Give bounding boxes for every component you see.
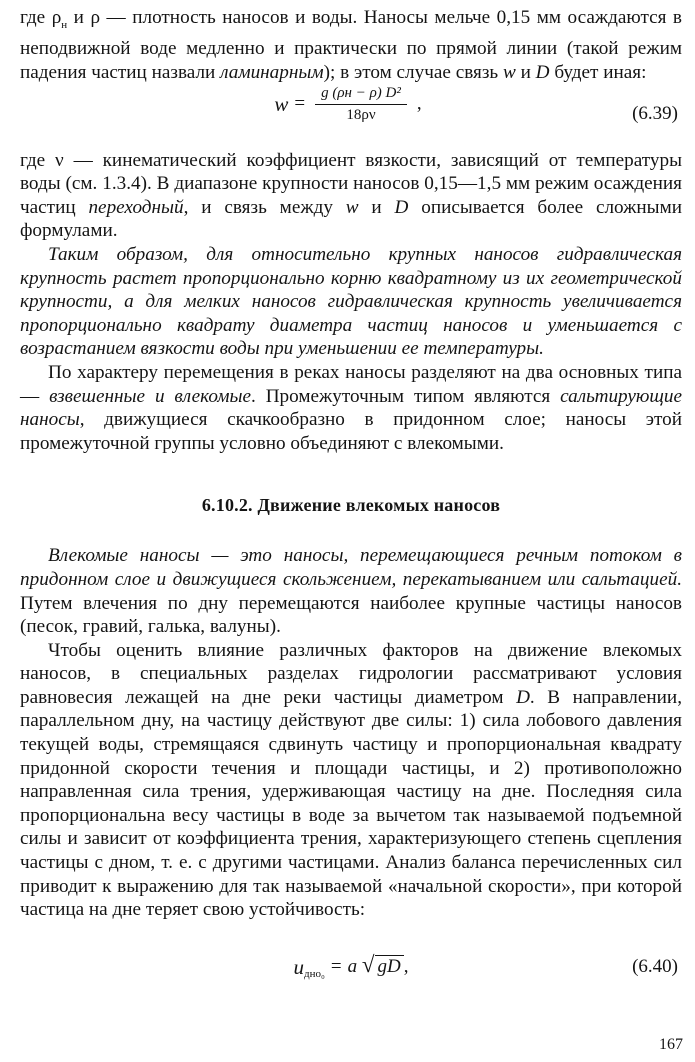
- paragraph-2: где ν — кинематический коэффициент вязкости, зависящий от температуры воды (см. 1.3.4). В диапазоне крупности наносов 0,15—1,5 мм режим осаждения частиц переходный, и связь между w и D описывается более сложными формулами.: [20, 149, 682, 242]
- paragraph-3: Таким образом, для относительно крупных наносов гидравлическая крупность растет пропорционально корню квадратному из их геометрической крупности, а для мелких наносов гидравлическая крупность увеличивается пропорционально квадрату диаметра частиц наносов и уменьшается с возрастанием вязкости воды при уменьшении ее температуры.: [20, 243, 682, 360]
- paragraph-1: где $\rho_н$ и ρ — плотность наносов и воды. Наносы мельче 0,15 мм осаждаются в неподвижной воде медленно и практически по прямой линии (такой режим падения частиц назвали ламинарным); в этом случае связь w и D будет иная:: [20, 7, 682, 84]
- formula-6-39-lhs: w: [274, 91, 289, 116]
- formula-6-39-numerator: g (ρн − ρ) D²: [315, 85, 407, 105]
- formula-6-40-lhs: u: [293, 954, 305, 979]
- paragraph-4: По характеру перемещения в реках наносы разделяют на два основных типа — взвешенные и влекомые. Промежуточным типом являются сальтирующие наносы, движущиеся скачкообразно в придонном слое; наносы этой промежуточной группы условно объединяют с влекомыми.: [20, 361, 683, 454]
- paragraph-6: Чтобы оценить влияние различных факторов на движение влекомых наносов, в специальных разделах гидрологии рассматривают условия равновесия лежащей на дне реки частицы диаметром D. В направлении, параллельном дну, на частицу действуют две силы: 1) сила лобового давления текущей воды, стремящаяся сдвинуть частицу и пропорциональная квадрату придонной скорости течения и площади частицы, и 2) противоположно направленная сила трения, удерживающая частицу на дне. Последняя сила пропорциональна весу частицы в воде за вычетом так называемой подъемной силы и зависит от коэффициента трения, характеризующего степень сцепления частицы с дном, т. е. с другими частицами. Анализ баланса перечисленных сил приводит к выражению для так называемой «начальной скорости», при которой частица на дне теряет свою устойчивость:: [20, 639, 682, 921]
- document-page: [20, 6, 682, 996]
- sqrt-sign-icon: √: [361, 951, 375, 977]
- page-number: 167: [659, 1036, 683, 1053]
- formula-6-40-coef: a: [347, 955, 358, 977]
- formula-6-40-lhs-subscript: дно₀: [304, 967, 325, 980]
- formula-6-39: w = $\frac{\text{g (ρн − ρ) D²}}{18\rho\nu}$ , (6.39): [274, 84, 678, 124]
- formula-6-40-radicand: gD: [375, 955, 403, 978]
- formula-6-40-number: (6.40): [632, 955, 678, 977]
- formula-6-39-number: (6.39): [632, 102, 678, 124]
- section-heading: 6.10.2. Движение влекомых наносов: [201, 495, 501, 516]
- formula-6-39-denominator: 18ρν: [346, 106, 376, 123]
- paragraph-5: Влекомые наносы — это наносы, перемещающиеся речным потоком в придонном слое и движущиеся скольжением, перекатыванием или сальтацией. Путем влечения по дну перемещаются наиболее крупные частицы наносов (песок, гравий, галька, валуны).: [20, 545, 682, 638]
- formula-6-40: $u_{дно_0} = a$ √ gD , (6.40): [293, 951, 678, 980]
